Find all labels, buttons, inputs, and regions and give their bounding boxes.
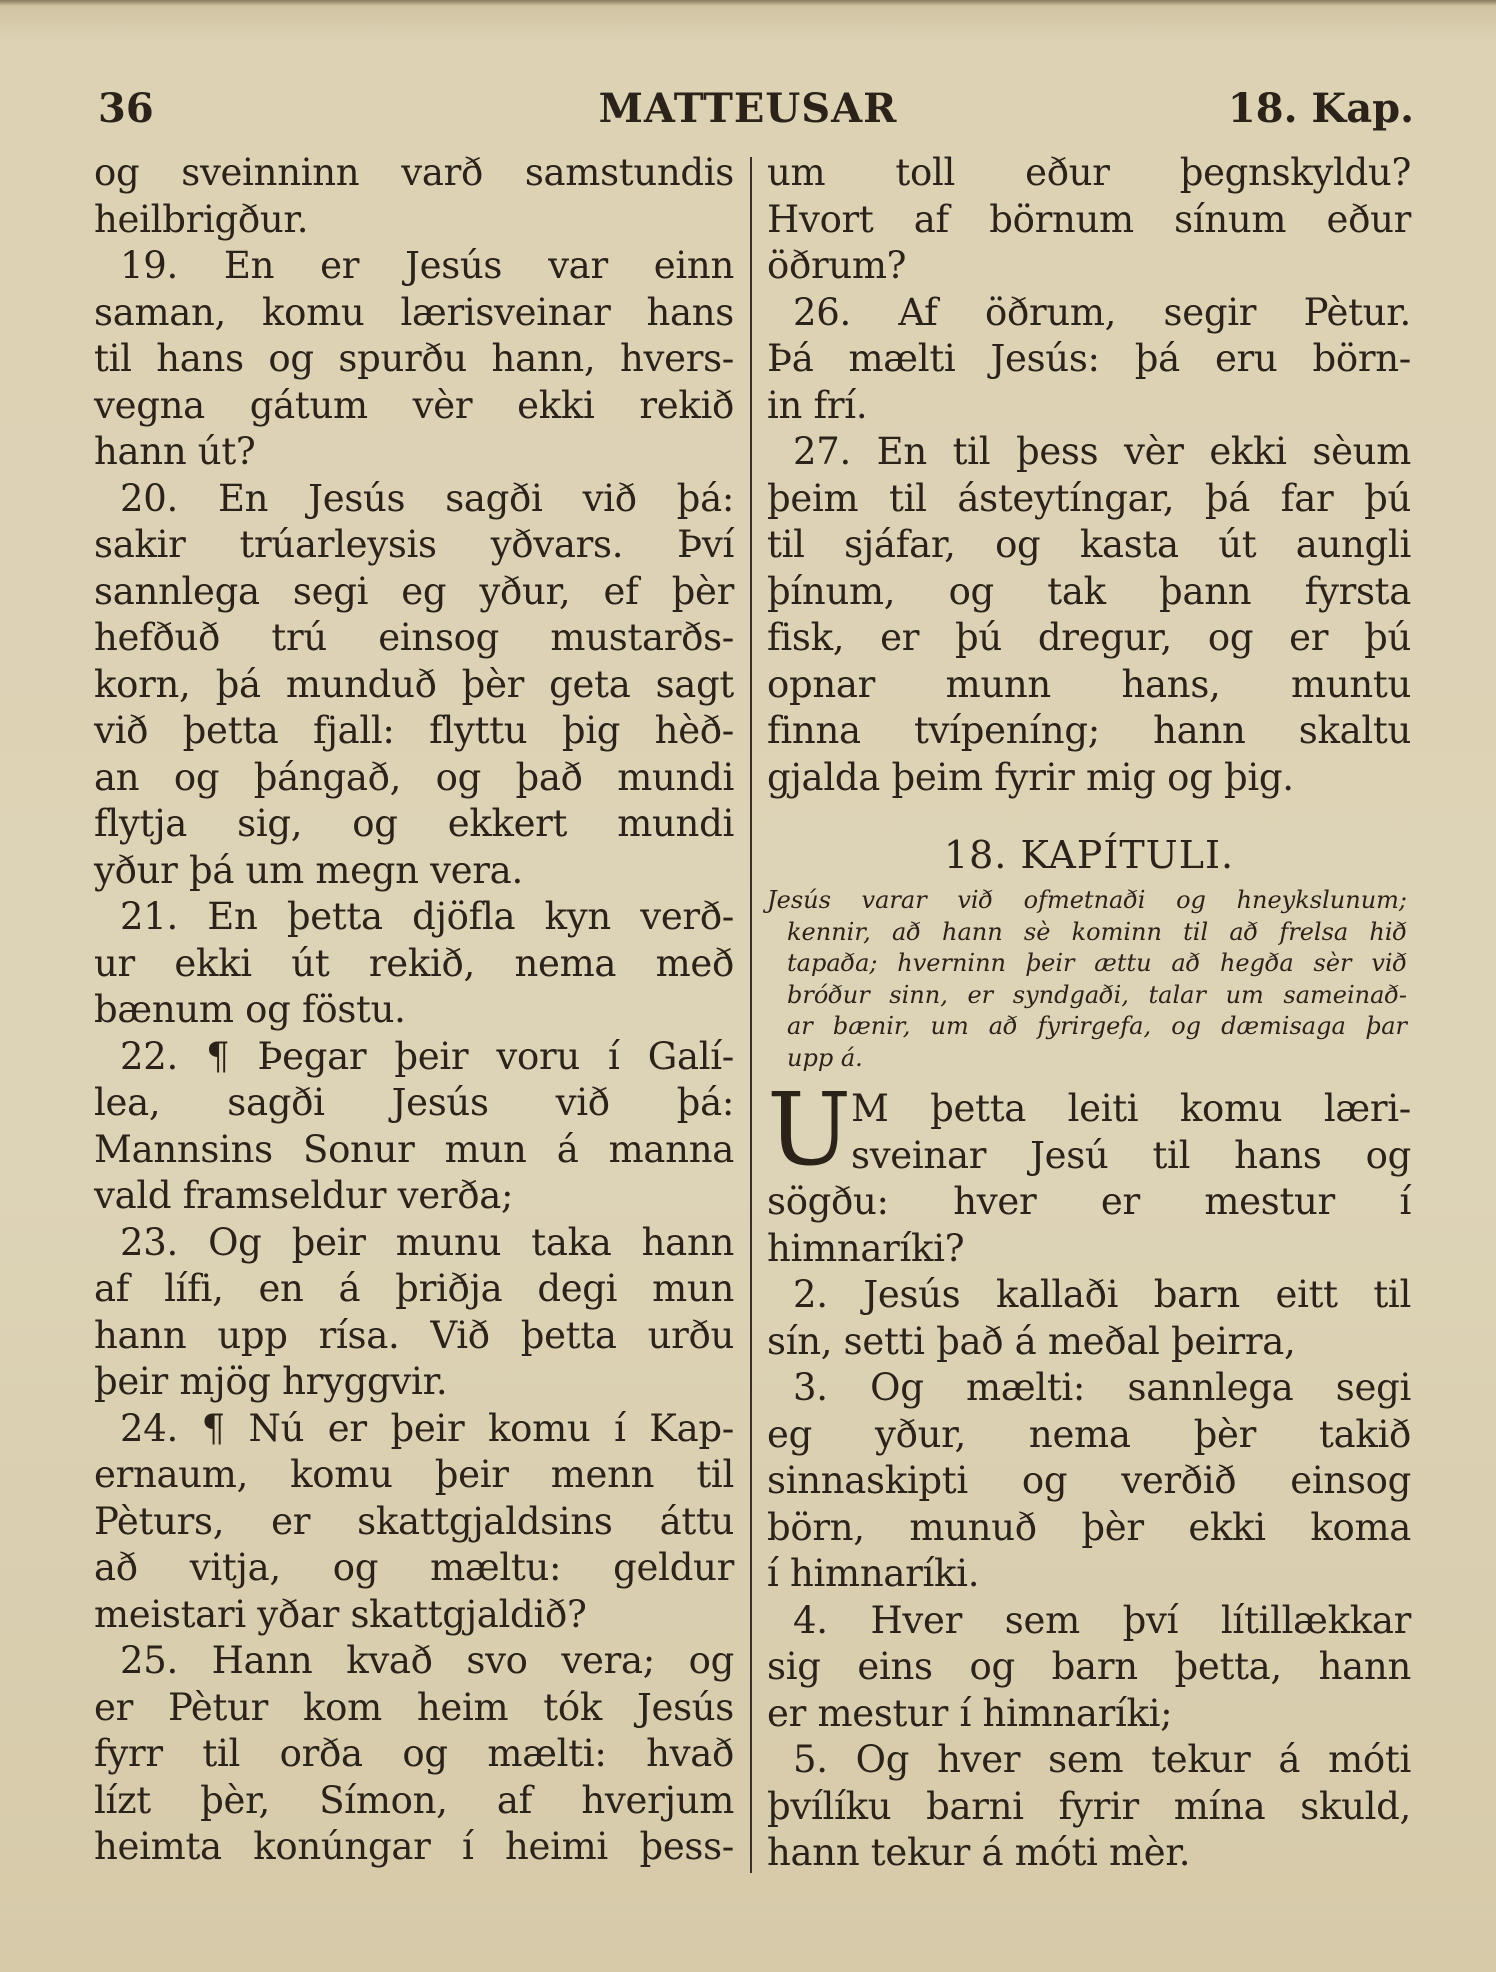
text-line: bróður sinn, er syndgaði, talar um sameinað-	[787, 980, 1407, 1009]
text-line: fisk, er þú dregur, og er þú	[767, 616, 1411, 659]
text-line: hann tekur á móti mèr.	[767, 1831, 1191, 1874]
text-line: sinnaskipti og verðið einsog	[767, 1459, 1411, 1502]
text-line: sakir trúarleysis yðvars. Því	[94, 523, 734, 566]
right-column	[767, 150, 1411, 801]
text-line: 21. En þetta djöfla kyn verð-	[120, 895, 734, 938]
text-line: lízt þèr, Símon, af hverjum	[94, 1778, 734, 1822]
text-line: 20. En Jesús sagði við þá:	[120, 476, 734, 520]
text-line: 24. ¶ Nú er þeir komu í Kap-	[120, 1406, 734, 1450]
text-line: Hvort af börnum sínum eður	[767, 197, 1411, 241]
text-line: an og þángað, og það mundi	[94, 755, 734, 799]
text-line: hann upp rísa. Við þetta urðu	[94, 1313, 734, 1357]
text-line: þínum, og tak þann fyrsta	[767, 569, 1411, 613]
text-line: sannlega segi eg yður, ef þèr	[94, 569, 734, 613]
text-line: af lífi, en á þriðja degi mun	[94, 1267, 734, 1310]
text-line: himnaríki?	[767, 1226, 965, 1270]
text-line: vald framseldur verða;	[94, 1174, 514, 1217]
text-line: þvílíku barni fyrir mína skuld,	[767, 1784, 1411, 1828]
chapter-summary	[767, 885, 1407, 1074]
text-line: 27. En til þess vèr ekki sèum	[793, 430, 1411, 473]
text-line: M þetta leiti komu læri-	[851, 1087, 1411, 1130]
text-line: öðrum?	[767, 244, 907, 287]
text-line: Mannsins Sonur mun á manna	[94, 1127, 734, 1171]
drop-cap: U	[767, 1071, 852, 1188]
chapter-heading: 18. KAPÍTULI.	[943, 833, 1235, 877]
left-column	[94, 150, 734, 1871]
text-line: bænum og föstu.	[94, 988, 406, 1031]
text-line: kennir, að hann sè kominn til að frelsa hið	[787, 917, 1407, 946]
text-line: opnar munn hans, muntu	[767, 662, 1411, 706]
text-line: til hans og spurðu hann, hvers-	[94, 337, 734, 380]
text-line: gjalda þeim fyrir mig og þig.	[767, 755, 1294, 799]
text-line: sín, setti það á meðal þeirra,	[767, 1319, 1296, 1363]
text-line: flytja sig, og ekkert mundi	[94, 802, 734, 845]
text-line: tapaða; hverninn þeir ættu að hegða sèr við	[787, 949, 1407, 977]
column-divider	[750, 157, 752, 1873]
text-line: in frí.	[767, 383, 868, 427]
text-line: 26. Af öðrum, segir Pètur.	[793, 290, 1411, 334]
text-line: sig eins og barn þetta, hann	[767, 1645, 1411, 1688]
chapter-reference: 18. Kap.	[1227, 85, 1414, 132]
text-line: eg yður, nema þèr takið	[767, 1412, 1411, 1456]
text-line: sveinar Jesú til hans og	[851, 1133, 1411, 1177]
text-line: ar bænir, um að fyrirgefa, og dæmisaga þar	[787, 1012, 1407, 1040]
text-line: 25. Hann kvað svo vera; og	[120, 1639, 734, 1682]
running-title: MATTEUSAR	[598, 85, 898, 132]
text-line: fyrr til orða og mælti: hvað	[94, 1732, 734, 1775]
text-line: er Pètur kom heim tók Jesús	[94, 1685, 734, 1729]
text-line: 23. Og þeir munu taka hann	[120, 1220, 734, 1264]
text-line: finna tvípeníng; hann skaltu	[767, 709, 1411, 752]
text-line: við þetta fjall: flyttu þig hèð-	[94, 709, 734, 752]
text-line: 19. En er Jesús var einn	[120, 244, 734, 287]
chapter-body	[767, 1086, 1411, 1877]
text-line: þeim til ásteytíngar, þá far þú	[767, 476, 1411, 520]
text-line: Pèturs, er skattgjaldsins áttu	[94, 1499, 734, 1543]
text-line: Jesús varar við ofmetnaði og hneykslunum;	[767, 886, 1407, 914]
text-line: korn, þá munduð þèr geta sagt	[94, 662, 734, 706]
text-line: ernaum, komu þeir menn til	[94, 1453, 734, 1496]
text-line: heilbrigður.	[94, 197, 309, 241]
text-line: hann út?	[94, 430, 256, 473]
text-line: sögðu: hver er mestur í	[767, 1180, 1411, 1223]
text-line: 2. Jesús kallaði barn eitt til	[793, 1273, 1411, 1316]
text-line: í himnaríki.	[767, 1552, 980, 1595]
text-line: 3. Og mælti: sannlega segi	[793, 1366, 1411, 1409]
text-line: hefðuð trú einsog mustarðs-	[94, 616, 734, 659]
text-line: til sjáfar, og kasta út aungli	[767, 523, 1411, 566]
text-line: er mestur í himnaríki;	[767, 1691, 1173, 1735]
text-line: 5. Og hver sem tekur á móti	[793, 1738, 1411, 1781]
text-line: börn, munuð þèr ekki koma	[767, 1505, 1411, 1549]
text-line: 4. Hver sem því lítillækkar	[793, 1598, 1411, 1642]
text-line: um toll eður þegnskyldu?	[767, 151, 1411, 194]
text-line: lea, sagði Jesús við þá:	[94, 1081, 734, 1124]
text-line: og sveinninn varð samstundis	[94, 151, 734, 194]
text-line: ur ekki út rekið, nema með	[94, 941, 734, 985]
text-line: upp á.	[787, 1043, 863, 1072]
text-line: þeir mjög hryggvir.	[94, 1360, 448, 1403]
text-line: að vitja, og mæltu: geldur	[94, 1546, 734, 1589]
page-number: 36	[98, 85, 154, 132]
text-line: Þá mælti Jesús: þá eru börn-	[767, 337, 1411, 380]
text-line: vegna gátum vèr ekki rekið	[94, 383, 734, 427]
text-line: yður þá um megn vera.	[94, 848, 523, 892]
text-line: 22. ¶ Þegar þeir voru í Galí-	[120, 1034, 734, 1078]
text-line: heimta konúngar í heimi þess-	[94, 1825, 734, 1868]
text-line: meistari yðar skattgjaldið?	[94, 1592, 587, 1636]
text-line: saman, komu lærisveinar hans	[94, 290, 734, 334]
